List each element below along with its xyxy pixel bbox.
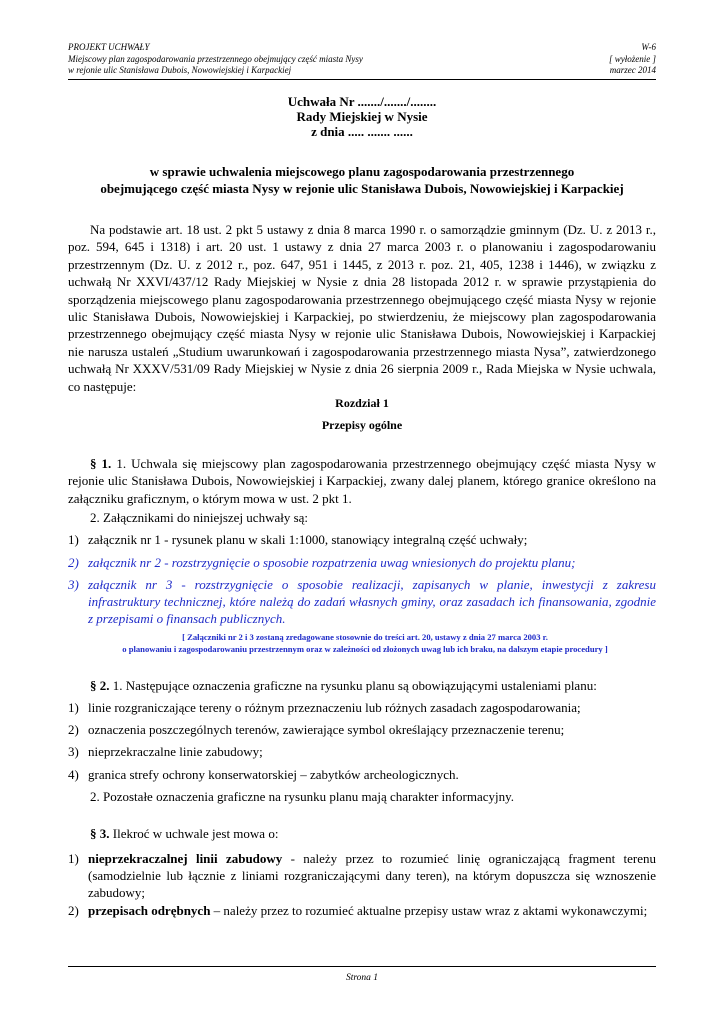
list-item-number: 4) (68, 767, 79, 782)
header-stage: [ wyłożenie ] (609, 53, 656, 64)
chapter-label: Rozdział 1 (335, 396, 389, 410)
editorial-note (68, 631, 662, 655)
header-right (609, 42, 656, 77)
paragraph-2-text: 1. Następujące oznaczenia graficzne na rysunku planu są obowiązującymi ustaleniami planu: (109, 678, 597, 693)
editorial-note-line-1: [ Załączniki nr 2 i 3 zostaną zredagowane stosownie do treści art. 20, ustawy z dnia 27 marca 2003 r. (182, 632, 548, 642)
definition-term: przepisach odrębnych (88, 903, 211, 918)
header-code: W-6 (641, 42, 656, 52)
paragraph-2 (68, 677, 656, 694)
list-item-number: 2) (68, 555, 79, 570)
list-item-text: granica strefy ochrony konserwatorskiej – zabytków archeologicznych. (88, 767, 459, 782)
resolution-subject (68, 163, 656, 197)
list-item-text: załącznik nr 3 - rozstrzygnięcie o sposobie realizacji, zapisanych w planie, inwestycji z zakresu infrastruktury technicznej, które należą do zadań własnych gminy, oraz zasadach ich finansowania, zgodnie z przepisami o finansach publicznych. (88, 577, 656, 626)
list-item-text: linie rozgraniczające tereny o różnym przeznaczeniu lub różnych zasadach zagospodarowania; (88, 700, 581, 715)
paragraph-1-ust-2: 2. Załącznikami do niniejszej uchwały są: (90, 510, 309, 525)
list-item (68, 766, 656, 783)
header-date: marzec 2014 (609, 65, 656, 75)
list-item-text: oznaczenia poszczególnych terenów, zawierające symbol określający przeznaczenie terenu; (88, 722, 565, 737)
list-item-text: załącznik nr 2 - rozstrzygnięcie o sposobie rozpatrzenia uwag wniesionych do projektu planu; (88, 555, 576, 570)
definition-text: - należy przez to rozumieć linię ograniczającą fragment terenu (samodzielnie lub łącznie z liniami rozgraniczającymi dany teren), na którym dopuszcza się wznoszenie zabudowy; (88, 851, 656, 900)
definition-term: nieprzekraczalnej linii zabudowy (88, 851, 283, 866)
list-item-text: załącznik nr 1 - rysunek planu w skali 1:1000, stanowiący integralną część uchwały; (88, 532, 528, 547)
resolution-number: Uchwała Nr ......./......./........ (287, 94, 437, 109)
header-plan-name: Miejscowy plan zagospodarowania przestrzennego obejmujący część miasta Nysy (68, 53, 363, 64)
paragraph-3-text: Ilekroć w uchwale jest mowa o: (109, 826, 279, 841)
list-item-number: 1) (68, 532, 79, 547)
list-item (68, 531, 656, 548)
list-item (68, 721, 656, 738)
paragraph-3-sign: § 3. (90, 826, 110, 841)
list-item-number: 2) (68, 903, 79, 918)
list-item (68, 743, 656, 760)
resolution-title (68, 94, 656, 139)
header-plan-area: w rejonie ulic Stanisława Dubois, Nowowiejskiej i Karpackiej (68, 65, 292, 75)
paragraph-1-text: 1. Uchwala się miejscowy plan zagospodarowania przestrzennego obejmujący część miasta Nysy w rejonie ulic Stanisława Dubois, Nowowiejskiej i Karpackiej, zwany dalej planem, którego granice określono na załączniku graficznym, o którym mowa w ust. 2 pkt 1. (68, 456, 656, 506)
list-item-number: 3) (68, 577, 79, 592)
list-item (68, 576, 656, 627)
council-name: Rady Miejskiej w Nysie (296, 109, 428, 124)
paragraph-1 (68, 455, 656, 507)
chapter-title: Przepisy ogólne (321, 418, 403, 432)
header-divider (68, 79, 656, 80)
header-project-label: PROJEKT UCHWAŁY (68, 42, 150, 52)
list-item-number: 1) (68, 700, 79, 715)
footer-divider (68, 966, 656, 967)
paragraph-3 (68, 825, 656, 842)
definition-body (88, 902, 656, 919)
paragraph-2-sign: § 2. (90, 678, 110, 693)
definition-item (68, 850, 656, 901)
subject-line-2: obejmującego część miasta Nysy w rejonie ulic Stanisława Dubois, Nowowiejskiej i Karpackiej (100, 181, 624, 196)
list-item-number: 2) (68, 722, 79, 737)
list-item (68, 554, 656, 571)
definition-text: – należy przez to rozumieć aktualne przepisy ustaw wraz z aktami wykonawczymi; (210, 903, 648, 918)
paragraph-2-ust-2: 2. Pozostałe oznaczenia graficzne na rysunku planu mają charakter informacyjny. (90, 789, 514, 804)
list-item-text: nieprzekraczalne linie zabudowy; (88, 744, 263, 759)
page-number: Strona 1 (345, 973, 379, 983)
preamble: Na podstawie art. 18 ust. 2 pkt 5 ustawy z dnia 8 marca 1990 r. o samorządzie gminnym (Dz. U. z 2013 r., poz. 594, 645 i 1318) i art. 20 ust. 1 ustawy z dnia 27 marca 2003 r. o planowaniu i zagospodarowaniu przestrzennym (Dz. U. z 2012 r., poz. 647, 951 i 1445, z 2013 r. poz. 21, 405, 1238 i 1446), w związku z uchwałą Nr XXVI/437/12 Rady Miejskiej w Nysie z dnia 28 listopada 2012 r. w sprawie przystąpienia do sporządzenia miejscowego planu zagospodarowania przestrzennego obejmującego część miasta Nysy w rejonie ulic Stanisława Dubois, Nowowiejskiej i Karpackiej, po stwierdzeniu, że miejscowy plan zagospodarowania przestrzennego obejmujący część miasta Nysy w rejonie ulic Stanisława Dubois, Nowowiejskiej i Karpackiej nie narusza ustaleń „Studium uwarunkowań i zagospodarowania przestrzennego miasta Nysa”, zatwierdzonego uchwałą Nr XXXV/531/09 Rady Miejskiej w Nysie z dnia 26 sierpnia 2009 r., Rada Miejska w Nysie uchwala, co następuje: (68, 222, 656, 394)
list-item-number: 1) (68, 851, 79, 866)
resolution-date: z dnia ..... ....... ...... (311, 124, 413, 139)
list-item-number: 3) (68, 744, 79, 759)
list-item (68, 699, 656, 716)
paragraph-1-sign: § 1. (90, 456, 112, 471)
editorial-note-line-2: o planowaniu i zagospodarowaniu przestrzennym oraz w zależności od złożonych uwag lub ich braku, na dalszym etapie procedury ] (122, 644, 608, 654)
definition-body (88, 850, 656, 901)
definition-item (68, 902, 656, 919)
subject-line-1: w sprawie uchwalenia miejscowego planu zagospodarowania przestrzennego (149, 164, 575, 179)
header-left (68, 42, 363, 77)
